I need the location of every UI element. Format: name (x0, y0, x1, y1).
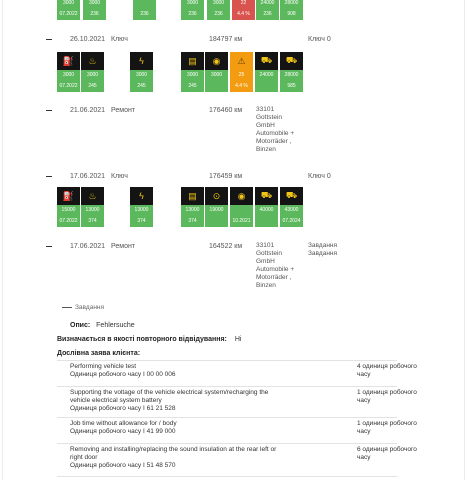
brake-icon: ◉ (230, 187, 253, 205)
car-icon: ⛟ (255, 187, 278, 205)
tile-date (205, 81, 228, 92)
work-item (70, 389, 300, 413)
quantity-line: часу (357, 454, 371, 461)
work-name: Supporting the voltage of the vehicle electrical system/recharging the (70, 389, 269, 396)
address-line: 33101 (256, 106, 275, 113)
work-unit-code: Одиниця робочого часу I 41 99 000 (70, 428, 176, 435)
address-line: Gottstein (256, 250, 283, 257)
service-tile (57, 52, 80, 92)
tile-date: 245 (130, 81, 153, 92)
tile-value: 13000 (81, 205, 104, 216)
address-line: Gottstein (256, 114, 283, 121)
tile-value (133, 0, 156, 9)
warning-icon: ⚠ (230, 52, 253, 70)
description-row (70, 322, 135, 329)
address-line: Automobile + (256, 266, 295, 273)
tile-date (205, 216, 228, 227)
oil-drop-icon: ♨ (81, 52, 104, 70)
tile-value: 3000 (181, 70, 204, 81)
service-tile (280, 0, 303, 20)
service-tile (207, 0, 230, 20)
tile-value: 28000 (280, 70, 303, 81)
tile-value: 24000 (255, 70, 278, 81)
car-icon: ⛟ (255, 52, 278, 70)
work-unit-code: Одиниця робочого часу I 51 48 570 (70, 462, 176, 469)
tile-date (255, 216, 278, 227)
entry-date: 17.06.2021 (70, 173, 106, 180)
address-line: Motorräder , (256, 274, 292, 281)
entry-mileage: 176460 км (209, 107, 243, 114)
tile-value (230, 205, 253, 216)
service-tile (181, 52, 204, 92)
work-name: right door (70, 454, 98, 461)
tile-date (255, 81, 278, 92)
entry-type: Ключ (111, 173, 128, 180)
work-quantity (357, 446, 417, 462)
tasks-link[interactable] (308, 242, 337, 258)
tile-value: 13000 (130, 205, 153, 216)
work-item (70, 363, 300, 379)
address-line: GmbH (256, 258, 275, 265)
filter-icon: ▤ (181, 187, 204, 205)
work-quantity (357, 420, 417, 436)
service-tile (255, 52, 278, 92)
tasks-label[interactable]: Завдання (308, 250, 338, 257)
tile-value: 3000 (207, 0, 230, 9)
collapse-toggle-icon[interactable] (46, 246, 52, 247)
entry-type: Ремонт (111, 243, 136, 250)
service-tile (83, 0, 106, 20)
service-tile (255, 187, 278, 227)
work-quantity (357, 389, 417, 405)
description-label: Опис: (70, 322, 91, 329)
tile-date: 236 (207, 9, 230, 20)
collapse-icon[interactable] (62, 307, 72, 308)
work-unit-code: Одиниця робочого часу I 00 00 006 (70, 371, 176, 378)
repeat-visit-row (57, 336, 241, 343)
entry-type: Ремонт (111, 107, 136, 114)
work-item (70, 446, 300, 470)
collapse-toggle-icon[interactable] (46, 39, 52, 40)
collapse-toggle-icon[interactable] (46, 110, 52, 111)
entry-key: Ключ 0 (308, 36, 331, 43)
tile-date: 236 (83, 9, 106, 20)
quantity-line: 1 одиниця робочого (357, 420, 417, 427)
service-tile (256, 0, 279, 20)
service-tile (57, 187, 80, 227)
tile-date: 10.2021 (230, 216, 253, 227)
tile-date: 374 (130, 216, 153, 227)
service-tile (205, 52, 228, 92)
brake-icon: ◉ (205, 52, 228, 70)
tire-pressure-icon: ⊙ (205, 187, 228, 205)
tile-value: 28000 (280, 0, 303, 9)
tile-date: 236 (181, 9, 204, 20)
quantity-line: часу (357, 371, 371, 378)
description-value: Fehlersuche (96, 322, 135, 329)
tile-value: 3000 (57, 70, 80, 81)
entry-mileage: 184797 км (209, 36, 243, 43)
quantity-line: часу (357, 397, 371, 404)
repeat-visit-label: Визначається в якості повторного відвідування: (57, 336, 227, 343)
work-name: Job time without allowance for / body (70, 420, 177, 427)
tile-value: 19000 (205, 205, 228, 216)
quantity-line: 4 одиниця робочого (357, 363, 417, 370)
tile-value: 3000 (81, 70, 104, 81)
tile-date: 07.2024 (280, 216, 303, 227)
row-divider (57, 417, 397, 418)
oil-drop-icon: ♨ (81, 187, 104, 205)
tile-date: 4.4 % (232, 9, 255, 20)
tile-date: 908 (280, 9, 303, 20)
tile-date: 985 (280, 81, 303, 92)
row-divider (57, 386, 397, 387)
row-divider (57, 360, 397, 361)
entry-mileage: 176459 км (209, 173, 243, 180)
car-service-icon: ⛟ (280, 52, 303, 70)
service-tile (280, 187, 303, 227)
tile-date: 245 (81, 81, 104, 92)
entry-mileage: 164522 км (209, 243, 243, 250)
address-line: Automobile + (256, 130, 295, 137)
service-tile (230, 187, 253, 227)
quantity-line: 6 одиниця робочого (357, 446, 417, 453)
tile-date: 07.2022 (57, 81, 80, 92)
tile-value: 40000 (255, 205, 278, 216)
address-line: 33101 (256, 242, 275, 249)
work-unit-code: Одиниця робочого часу I 61 21 528 (70, 405, 176, 412)
tile-value: 3000 (130, 70, 153, 81)
address-line: Binzen (256, 282, 276, 289)
entry-date: 26.10.2021 (70, 36, 106, 43)
tile-value: 3000 (83, 0, 106, 9)
dealer-address (256, 106, 294, 154)
tile-value: 3000 (57, 0, 80, 9)
tile-date: 236 (256, 9, 279, 20)
service-tile (81, 52, 104, 92)
address-line: Binzen (256, 146, 276, 153)
tile-value: 25 (230, 70, 253, 81)
repeat-visit-value: Ні (234, 336, 242, 343)
service-tile (230, 52, 253, 92)
service-tile (130, 52, 153, 92)
tile-date: 236 (133, 9, 156, 20)
quantity-line: часу (357, 428, 371, 435)
entry-type: Ключ (111, 36, 128, 43)
tile-value: 15000 (57, 205, 80, 216)
tile-date: 07.2022 (57, 9, 80, 20)
address-line: Motorräder , (256, 138, 292, 145)
customer-request-label: Дослівна заява клієнта: (57, 350, 141, 357)
service-tile (181, 187, 204, 227)
collapse-toggle-icon[interactable] (46, 176, 52, 177)
filter-icon: ▤ (181, 52, 204, 70)
service-tile (280, 52, 303, 92)
tile-date: 374 (181, 216, 204, 227)
tile-date: 374 (81, 216, 104, 227)
tile-date: 4.4 % (230, 81, 253, 92)
work-name: Performing vehicle test (70, 363, 137, 370)
service-tile (133, 0, 156, 20)
row-divider (57, 476, 397, 477)
engine-oil-icon: ⛽ (57, 52, 80, 70)
dealer-address (256, 242, 294, 290)
entry-date: 17.06.2021 (70, 243, 106, 250)
entry-date: 21.06.2021 (70, 107, 106, 114)
work-name: vehicle electrical system battery (70, 397, 162, 404)
engine-oil-icon: ⛽ (57, 187, 80, 205)
tile-value: 3000 (181, 0, 204, 9)
tile-value: 22 (232, 0, 255, 9)
spark-icon: ϟ (130, 187, 153, 205)
tile-value: 13000 (181, 205, 204, 216)
entry-key: Ключ 0 (308, 173, 331, 180)
service-tile (57, 0, 80, 20)
service-tile (181, 0, 204, 20)
row-divider (57, 443, 397, 444)
spark-icon: ϟ (130, 52, 153, 70)
service-tile (130, 187, 153, 227)
work-quantity (357, 363, 417, 379)
work-item (70, 420, 300, 436)
address-line: GmbH (256, 122, 275, 129)
quantity-line: 1 одиниця робочого (357, 389, 417, 396)
section-title[interactable]: Завдання (75, 304, 105, 311)
tile-value: 3000 (205, 70, 228, 81)
service-tile (232, 0, 255, 20)
tile-value: 24000 (256, 0, 279, 9)
service-tile (205, 187, 228, 227)
service-tile (81, 187, 104, 227)
car-service-icon: ⛟ (280, 187, 303, 205)
tile-value: 43000 (280, 205, 303, 216)
work-name: Removing and installing/replacing the sound insulation at the rear left or (70, 446, 277, 453)
tasks-label[interactable]: Завдання (308, 242, 338, 249)
tile-date: 07.2022 (57, 216, 80, 227)
tile-date: 245 (181, 81, 204, 92)
